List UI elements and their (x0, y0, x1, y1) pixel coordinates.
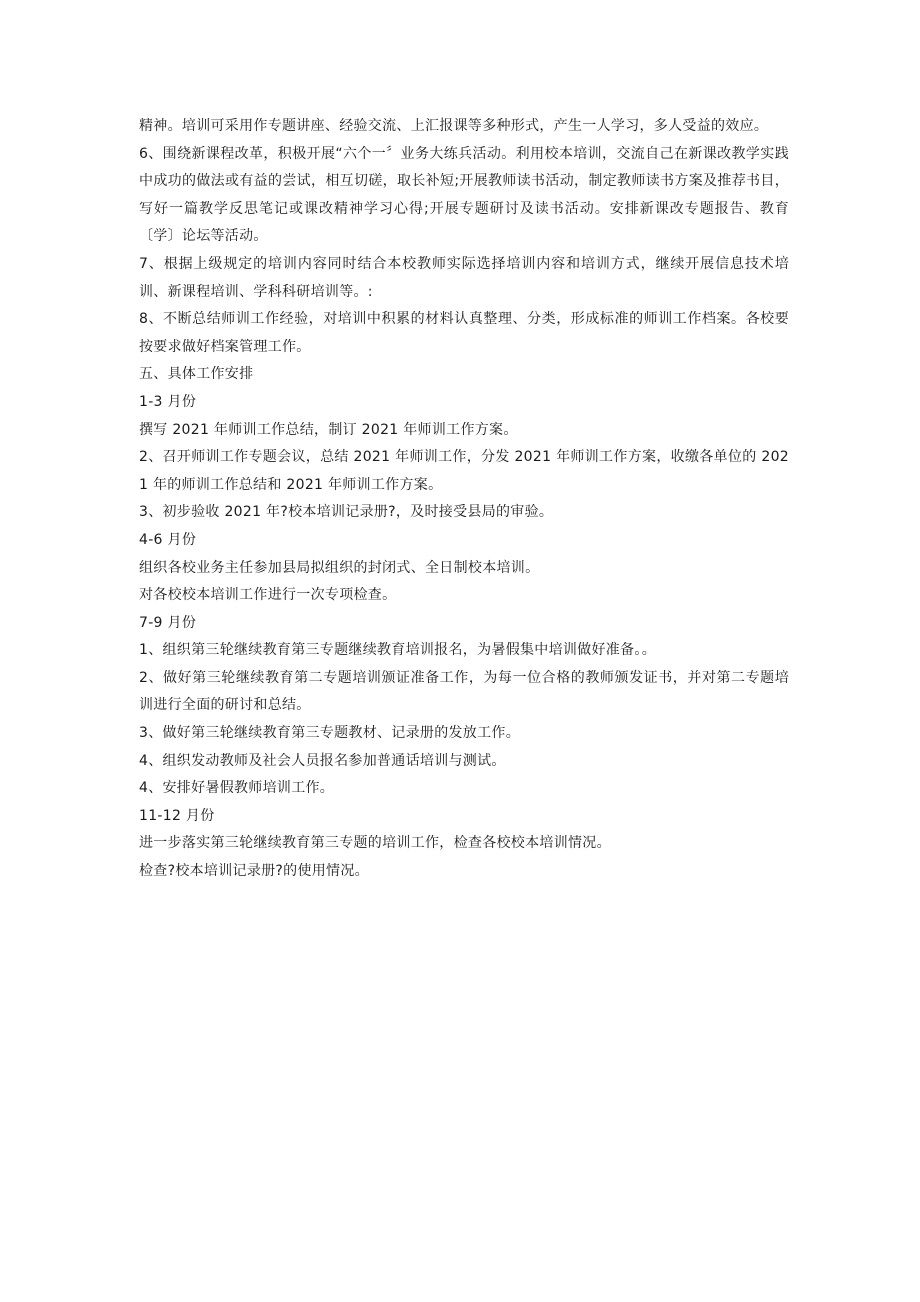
paragraph: 对各校校本培训工作进行一次专项检查。 (139, 587, 397, 604)
paragraph: 8、不断总结师训工作经验，对培训中积累的材料认真整理、分类，形成标准的师训工作档案。各校要按要求做好档案管理工作。 (139, 311, 789, 355)
paragraph: 6、围绕新课程改革，积极开展“六个一〞业务大练兵活动。利用校本培训，交流自己在新课改教学实践中成功的做法或有益的尝试，相互切磋，取长补短;开展教师读书活动，制定教师读书方案及推荐书目，写好一篇教学反思笔记或课改精神学习心得;开展专题研讨及读书活动。安排新课改专题报告、教育〔学〕论坛等活动。 (139, 145, 789, 245)
paragraph: 精神。培训可采用作专题讲座、经验交流、上汇报课等多种形式，产生一人学习，多人受益的效应。 (139, 118, 769, 134)
paragraph: 检查?校本培训记录册?的使用情况。 (139, 863, 369, 880)
paragraph: 4、组织发动教师及社会人员报名参加普通话培训与测试。 (139, 752, 506, 769)
paragraph: 3、做好第三轮继续教育第三专题教材、记录册的发放工作。 (139, 725, 521, 742)
paragraph: 4、安排好暑假教师培训工作。 (139, 780, 335, 797)
period-heading: 11-12 月份 (139, 807, 215, 824)
paragraph: 2、召开师训工作专题会议，总结 2021 年师训工作，分发 2021 年师训工作方案，收缴各单位的 2021 年的师训工作总结和 2021 年师训工作方案。 (139, 449, 789, 493)
paragraph: 7、根据上级规定的培训内容同时结合本校教师实际选择培训内容和培训方式，继续开展信息技术培训、新课程培训、学科科研培训等。: (139, 255, 789, 300)
paragraph: 3、初步验收 2021 年?校本培训记录册?，及时接受县局的审验。 (139, 504, 554, 521)
paragraph: 进一步落实第三轮继续教育第三专题的培训工作，检查各校校本培训情况。 (139, 835, 611, 852)
period-heading: 7-9 月份 (139, 614, 197, 631)
paragraph: 组织各校业务主任参加县局拟组织的封闭式、全日制校本培训。 (139, 559, 540, 576)
period-heading: 4-6 月份 (139, 531, 197, 548)
paragraph: 1、组织第三轮继续教育第三专题继续教育培训报名，为暑假集中培训做好准备。。 (139, 642, 657, 659)
section-heading: 五、具体工作安排 (139, 366, 254, 383)
paragraph: 2、做好第三轮继续教育第二专题培训颁证准备工作，为每一位合格的教师颁发证书，并对第二专题培训进行全面的研讨和总结。 (139, 669, 789, 714)
paragraph: 撰写 2021 年师训工作总结，制订 2021 年师训工作方案。 (139, 421, 518, 438)
period-heading: 1-3 月份 (139, 393, 197, 410)
document-body (139, 113, 789, 886)
